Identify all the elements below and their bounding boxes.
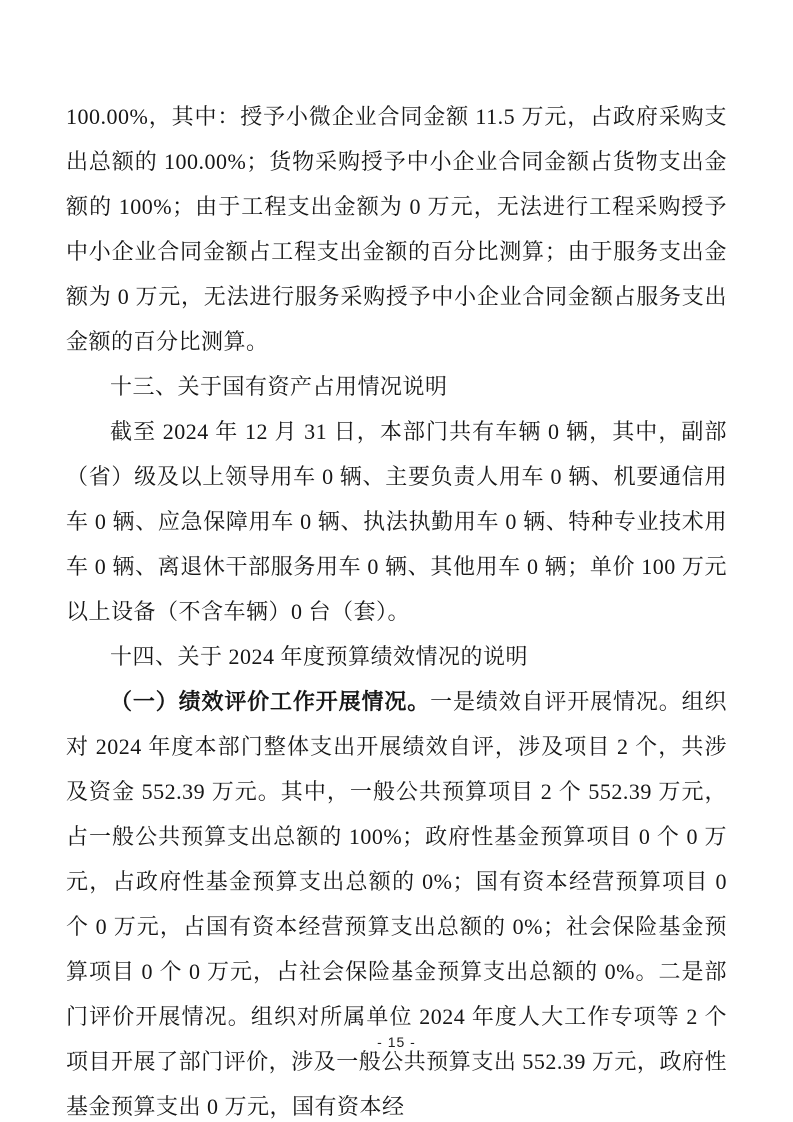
page-number: - 15 -: [377, 1034, 416, 1050]
paragraph-performance-text: 一是绩效自评开展情况。组织对 2024 年度本部门整体支出开展绩效自评，涉及项目 2 个，共涉及资金 552.39 万元。其中，一般公共预算项目 2 个 552.39 万元，占一般公共预算支出总额的 100%；政府性基金预算项目 0 个 0 万元，占政府性基金预算支出总额的 0%；国有资本经营预算项目 0 个 0 万元，占国有资本经营预算支出总额的 0%；社会保险基金预算项目 0 个 0 万元，占社会保险基金预算支出总额的 0%。二是部门评价开展情况。组织对所属单位 2024 年度人大工作专项等 2 个项目开展了部门评价，涉及一般公共预算支出 552.39 万元，政府性基金预算支出 0 万元，国有资本经: [66, 689, 727, 1119]
paragraph-vehicles-equipment: 截至 2024 年 12 月 31 日，本部门共有车辆 0 辆，其中，副部（省）级及以上领导用车 0 辆、主要负责人用车 0 辆、机要通信用车 0 辆、应急保障用车 0 辆、执法执勤用车 0 辆、特种专业技术用车 0 辆、离退休干部服务用车 0 辆、其他用车 0 辆；单价 100 万元以上设备（不含车辆）0 台（套）。: [66, 419, 727, 624]
section-heading-state-assets: 十三、关于国有资产占用情况说明: [110, 374, 448, 399]
paragraph-performance-lead: （一）绩效评价工作开展情况。: [110, 689, 431, 714]
document-body: [66, 94, 727, 1122]
section-heading-budget-performance: 十四、关于 2024 年度预算绩效情况的说明: [110, 644, 529, 669]
paragraph-performance-evaluation: [66, 679, 727, 1122]
paragraph-procurement-continuation: 100.00%，其中：授予小微企业合同金额 11.5 万元，占政府采购支出总额的 100.00%；货物采购授予中小企业合同金额占货物支出金额的 100%；由于工程支出金额为 0 万元，无法进行工程采购授予中小企业合同金额占工程支出金额的百分比测算；由于服务支出金额为 0 万元，无法进行服务采购授予中小企业合同金额占服务支出金额的百分比测算。: [66, 104, 727, 354]
